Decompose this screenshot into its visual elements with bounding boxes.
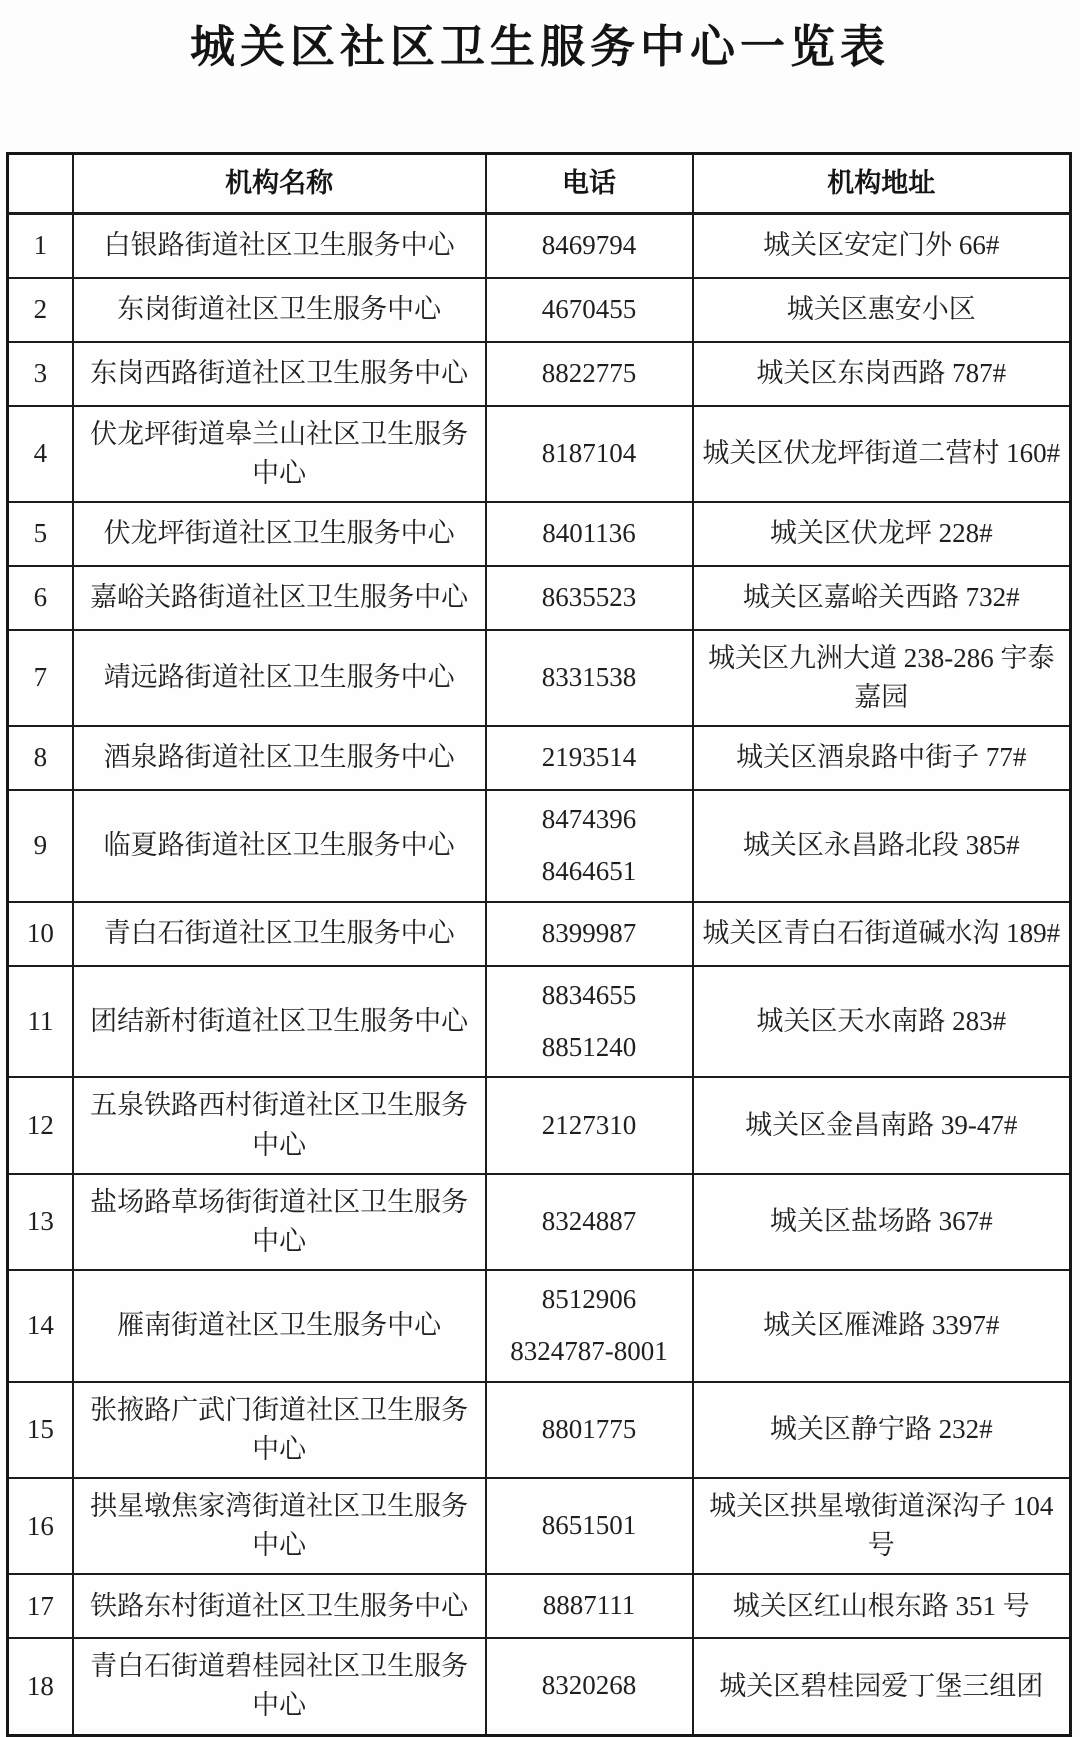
row-number: 12 — [8, 1077, 73, 1173]
phone-number: 8469794 — [541, 229, 637, 260]
center-address: 城关区九洲大道 238-286 宇泰嘉园 — [693, 630, 1071, 726]
table-row — [8, 406, 1071, 502]
row-number: 2 — [8, 278, 73, 342]
table-row — [8, 566, 1071, 630]
phone-number: 8324887 — [541, 1205, 637, 1236]
center-name: 酒泉路街道社区卫生服务中心 — [73, 726, 486, 790]
phone-number: 2127310 — [541, 1109, 637, 1140]
center-name: 青白石街道碧桂园社区卫生服务中心 — [73, 1638, 486, 1735]
row-number: 11 — [8, 966, 73, 1078]
row-number: 5 — [8, 502, 73, 566]
center-address: 城关区雁滩路 3397# — [693, 1270, 1071, 1382]
center-name: 铁路东村街道社区卫生服务中心 — [73, 1574, 486, 1638]
center-address: 城关区东岗西路 787# — [693, 342, 1071, 406]
center-name: 拱星墩焦家湾街道社区卫生服务中心 — [73, 1478, 486, 1574]
header-address: 机构地址 — [693, 154, 1071, 214]
phone-cell — [486, 1270, 693, 1382]
phone-cell — [486, 790, 693, 902]
table-row — [8, 1077, 1071, 1173]
center-name: 青白石街道社区卫生服务中心 — [73, 902, 486, 966]
phone-number: 8401136 — [542, 517, 636, 548]
table-row — [8, 966, 1071, 1078]
row-number: 3 — [8, 342, 73, 406]
table-row — [8, 902, 1071, 966]
phone-number: 8651501 — [541, 1510, 637, 1541]
phone-number: 8187104 — [541, 437, 637, 468]
phone-cell — [486, 966, 693, 1078]
table-row — [8, 630, 1071, 726]
phone-number: 8464651 — [541, 855, 637, 886]
table-row — [8, 278, 1071, 342]
phone-number: 8512906 — [541, 1284, 637, 1314]
row-number: 7 — [8, 630, 73, 726]
phone-number: 8635523 — [541, 581, 637, 612]
center-name: 伏龙坪街道社区卫生服务中心 — [73, 502, 486, 566]
center-address: 城关区酒泉路中街子 77# — [693, 726, 1071, 790]
phone-cell — [486, 726, 693, 790]
phone-cell — [486, 1478, 693, 1574]
center-name: 东岗街道社区卫生服务中心 — [73, 278, 486, 342]
center-name: 伏龙坪街道皋兰山社区卫生服务中心 — [73, 406, 486, 502]
phone-number: 8801775 — [541, 1413, 637, 1444]
row-number: 1 — [8, 214, 73, 278]
phone-cell — [486, 1174, 693, 1270]
table-row — [8, 1174, 1071, 1270]
header-phone: 电话 — [486, 154, 693, 214]
row-number: 13 — [8, 1174, 73, 1270]
phone-number: 8474396 — [541, 804, 637, 835]
row-number: 17 — [8, 1574, 73, 1638]
phone-number: 4670455 — [541, 293, 637, 324]
table-row — [8, 342, 1071, 406]
phone-cell — [486, 1574, 693, 1638]
phone-cell — [486, 630, 693, 726]
header-index — [8, 154, 73, 214]
table-row — [8, 1574, 1071, 1638]
center-address: 城关区伏龙坪街道二营村 160# — [693, 406, 1071, 502]
header-name: 机构名称 — [73, 154, 486, 214]
center-name: 张掖路广武门街道社区卫生服务中心 — [73, 1382, 486, 1478]
phone-number: 2193514 — [541, 742, 637, 773]
phone-number: 8834655 — [541, 979, 637, 1010]
page-title: 城关区社区卫生服务中心一览表 — [189, 22, 890, 72]
center-name: 雁南街道社区卫生服务中心 — [73, 1270, 486, 1382]
center-name: 白银路街道社区卫生服务中心 — [73, 214, 486, 278]
center-name: 盐场路草场街街道社区卫生服务中心 — [73, 1174, 486, 1270]
table-row — [8, 1382, 1071, 1478]
phone-cell — [486, 566, 693, 630]
center-address: 城关区天水南路 283# — [693, 966, 1071, 1078]
phone-number: 8331538 — [541, 662, 637, 692]
center-address: 城关区伏龙坪 228# — [693, 502, 1071, 566]
table-row — [8, 1478, 1071, 1574]
row-number: 14 — [8, 1270, 73, 1382]
phone-cell — [486, 502, 693, 566]
center-address: 城关区盐场路 367# — [693, 1174, 1071, 1270]
phone-cell — [486, 214, 693, 278]
phone-number: 8399987 — [541, 917, 637, 948]
phone-cell — [486, 1638, 693, 1735]
row-number: 8 — [8, 726, 73, 790]
row-number: 4 — [8, 406, 73, 502]
table-row — [8, 502, 1071, 566]
phone-number: 8851240 — [541, 1031, 637, 1062]
center-name: 嘉峪关路街道社区卫生服务中心 — [73, 566, 486, 630]
header-row — [8, 154, 1071, 214]
row-number: 6 — [8, 566, 73, 630]
center-address: 城关区嘉峪关西路 732# — [693, 566, 1071, 630]
phone-cell — [486, 1382, 693, 1478]
row-number: 10 — [8, 902, 73, 966]
row-number: 18 — [8, 1638, 73, 1735]
row-number: 9 — [8, 790, 73, 902]
phone-cell — [486, 1077, 693, 1173]
center-address: 城关区惠安小区 — [693, 278, 1071, 342]
table-row — [8, 1638, 1071, 1735]
center-name: 五泉铁路西村街道社区卫生服务中心 — [73, 1077, 486, 1173]
table-row — [8, 1270, 1071, 1382]
row-number: 16 — [8, 1478, 73, 1574]
center-name: 临夏路街道社区卫生服务中心 — [73, 790, 486, 902]
center-address: 城关区碧桂园爱丁堡三组团 — [693, 1638, 1071, 1735]
phone-number: 8822775 — [541, 357, 637, 388]
center-address: 城关区永昌路北段 385# — [693, 790, 1071, 902]
center-address: 城关区金昌南路 39-47# — [693, 1077, 1071, 1173]
center-name: 靖远路街道社区卫生服务中心 — [73, 630, 486, 726]
table-row — [8, 726, 1071, 790]
phone-number: 8324787-8001 — [510, 1335, 668, 1366]
row-number: 15 — [8, 1382, 73, 1478]
phone-number: 8320268 — [541, 1670, 637, 1701]
phone-cell — [486, 278, 693, 342]
phone-number: 8887111 — [542, 1590, 636, 1621]
health-centers-table — [6, 152, 1072, 1737]
center-address: 城关区静宁路 232# — [693, 1382, 1071, 1478]
center-address: 城关区红山根东路 351 号 — [693, 1574, 1071, 1638]
center-name: 团结新村街道社区卫生服务中心 — [73, 966, 486, 1078]
center-address: 城关区青白石街道碱水沟 189# — [693, 902, 1071, 966]
phone-cell — [486, 342, 693, 406]
center-address: 城关区拱星墩街道深沟子 104 号 — [693, 1478, 1071, 1574]
center-address: 城关区安定门外 66# — [693, 214, 1071, 278]
table-row — [8, 790, 1071, 902]
table-body — [8, 214, 1071, 1736]
table-row — [8, 214, 1071, 278]
phone-cell — [486, 902, 693, 966]
center-name: 东岗西路街道社区卫生服务中心 — [73, 342, 486, 406]
phone-cell — [486, 406, 693, 502]
